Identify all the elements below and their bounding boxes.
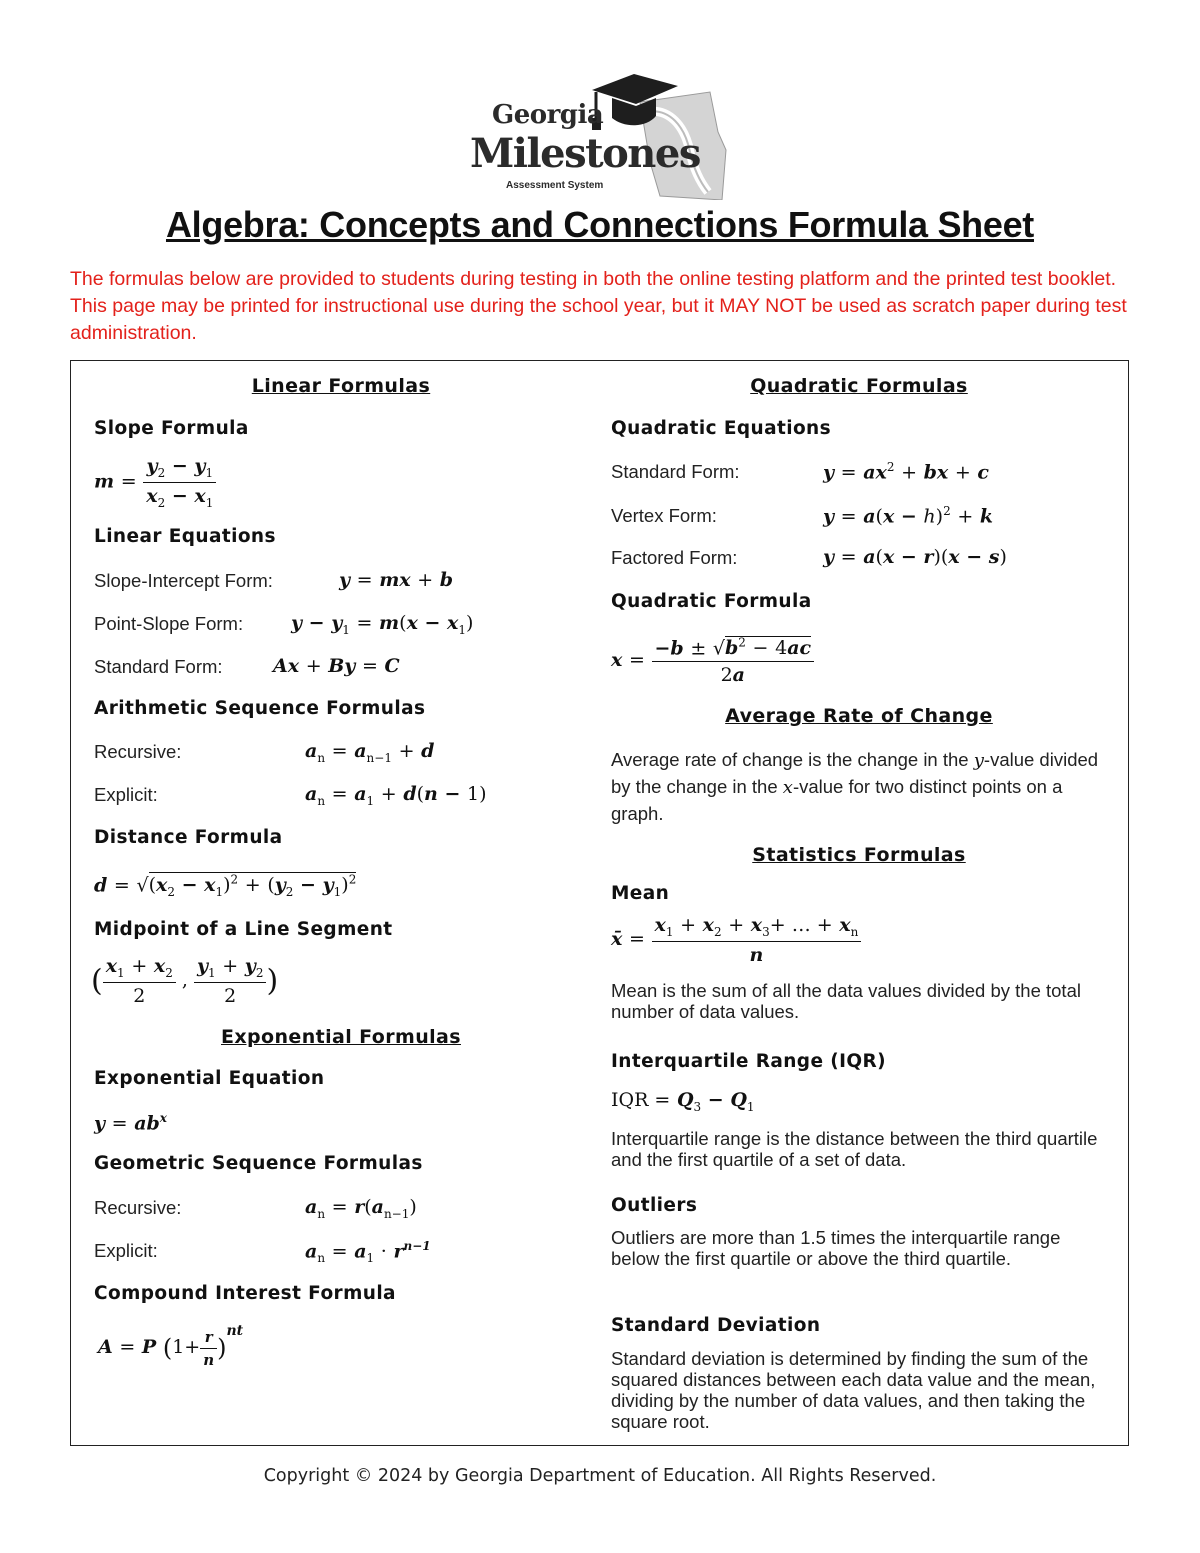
iqr-text: Interquartile range is the distance between the third quartile and the first quartile of a set of data. <box>611 1128 1098 1170</box>
mean-heading: Mean <box>611 883 670 904</box>
compound-interest-heading: Compound Interest Formula <box>94 1283 396 1304</box>
geometric-explicit-label: Explicit: <box>94 1240 158 1261</box>
exponential-formulas-heading: Exponential Formulas <box>221 1026 461 1048</box>
intro-notice: The formulas below are provided to students during testing in both the online testing platform and the printed test booklet. This page may be printed for instructional use during the school year, but it MAY NOT be used as scratch paper during test administration. <box>70 268 1127 344</box>
point-slope-label: Point-Slope Form: <box>94 613 244 634</box>
outliers-text: Outliers are more than 1.5 times the interquartile range below the first quartile or above the third quartile. <box>611 1227 1061 1269</box>
distance-formula: $d = √(x_2 - x_1)^2 + (y_2 - y_1)^2$ <box>94 873 357 900</box>
geometric-explicit-formula: $a_n = a_1 \cdot r^{n-1}$ <box>305 1239 431 1266</box>
vertex-form-formula: $y = a(x - h)^2 + k$ <box>823 504 994 528</box>
quadratic-formulas-heading: Quadratic Formulas <box>750 375 968 397</box>
geometric-recursive-formula: $a_n = r(a_{n-1})$ <box>305 1196 417 1221</box>
distance-formula-heading: Distance Formula <box>94 827 283 848</box>
mean-formula: x̄ = $\frac{x_1 + x_2 + x_3+ \dots + x_n}{n}$ <box>611 914 861 966</box>
outliers-heading: Outliers <box>611 1195 698 1216</box>
average-rate-heading: Average Rate of Change <box>725 705 993 727</box>
midpoint-formula: ( $\frac{x_1 + x_2}{2}$ , $\frac{y_1 + y_2}{2}$ ) <box>91 955 279 1007</box>
point-slope-formula: $y - y_1 = m(x - x_1)$ <box>291 612 474 637</box>
quadratic-equations-heading: Quadratic Equations <box>611 418 832 439</box>
geometric-recursive-label: Recursive: <box>94 1197 182 1218</box>
standard-form-formula: Ax + By = C <box>273 655 400 677</box>
logo-assessment-system-text: Assessment System <box>506 180 604 191</box>
page-title: Algebra: Concepts and Connections Formula Sheet <box>165 204 1034 245</box>
arithmetic-explicit-label: Explicit: <box>94 784 158 805</box>
arithmetic-sequence-heading: Arithmetic Sequence Formulas <box>94 698 426 719</box>
arithmetic-explicit-formula: $a_n = a_1 + d(n - 1)$ <box>305 783 487 808</box>
standard-deviation-heading: Standard Deviation <box>611 1315 821 1336</box>
geometric-sequence-heading: Geometric Sequence Formulas <box>94 1153 423 1174</box>
georgia-milestones-logo <box>470 72 732 200</box>
quadratic-formula: x = $\frac{-b \pm √b^2 - 4ac}{2a}$ <box>611 636 814 686</box>
linear-equations-heading: Linear Equations <box>94 526 276 547</box>
formula-box <box>70 360 1129 1446</box>
logo-georgia-text: Georgia <box>492 100 604 130</box>
mean-text: Mean is the sum of all the data values divided by the total number of data values. <box>611 980 1081 1022</box>
iqr-formula: IQR = $Q_3 - Q_1$ <box>611 1089 755 1114</box>
standard-deviation-text: Standard deviation is determined by finding the sum of the squared distances between each data value and the mean, dividing by the number of data values, and then taking the square root. <box>611 1348 1096 1432</box>
compound-interest-formula: A = P (1+ $\frac{r}{n}$ )$^{nt}$ <box>98 1323 244 1369</box>
arithmetic-recursive-label: Recursive: <box>94 741 182 762</box>
factored-form-formula: y = a(x − r)(x − s) <box>823 546 1007 568</box>
standard-form-label: Standard Form: <box>94 656 223 677</box>
quadratic-standard-label: Standard Form: <box>611 461 740 482</box>
copyright-footer: Copyright © 2024 by Georgia Department of Education. All Rights Reserved. <box>263 1466 937 1486</box>
statistics-formulas-heading: Statistics Formulas <box>752 844 966 866</box>
midpoint-heading: Midpoint of a Line Segment <box>94 919 393 940</box>
logo-milestones-text: Milestones <box>470 130 700 177</box>
arithmetic-recursive-formula: $a_n = a_{n-1} + d$ <box>305 740 435 765</box>
factored-form-label: Factored Form: <box>611 547 738 568</box>
slope-formula-heading: Slope Formula <box>94 418 249 439</box>
exponential-equation-heading: Exponential Equation <box>94 1068 325 1089</box>
quadratic-formula-heading: Quadratic Formula <box>611 591 812 612</box>
slope-formula: m = $\frac{y_2 - y_1}{x_2 - x_1}$ <box>94 455 216 510</box>
vertex-form-label: Vertex Form: <box>611 505 717 526</box>
quadratic-standard-formula: $y = ax^2$ + bx + c <box>823 460 989 484</box>
slope-intercept-label: Slope-Intercept Form: <box>94 570 273 591</box>
exponential-equation-formula: $y = ab^x$ <box>94 1111 167 1135</box>
slope-intercept-formula: y = mx + b <box>339 569 454 591</box>
average-rate-text: Average rate of change is the change in the y-value divided by the change in the x-value for two distinct points on a graph. <box>611 749 1099 824</box>
linear-formulas-heading: Linear Formulas <box>251 375 431 397</box>
iqr-heading: Interquartile Range (IQR) <box>611 1051 886 1072</box>
